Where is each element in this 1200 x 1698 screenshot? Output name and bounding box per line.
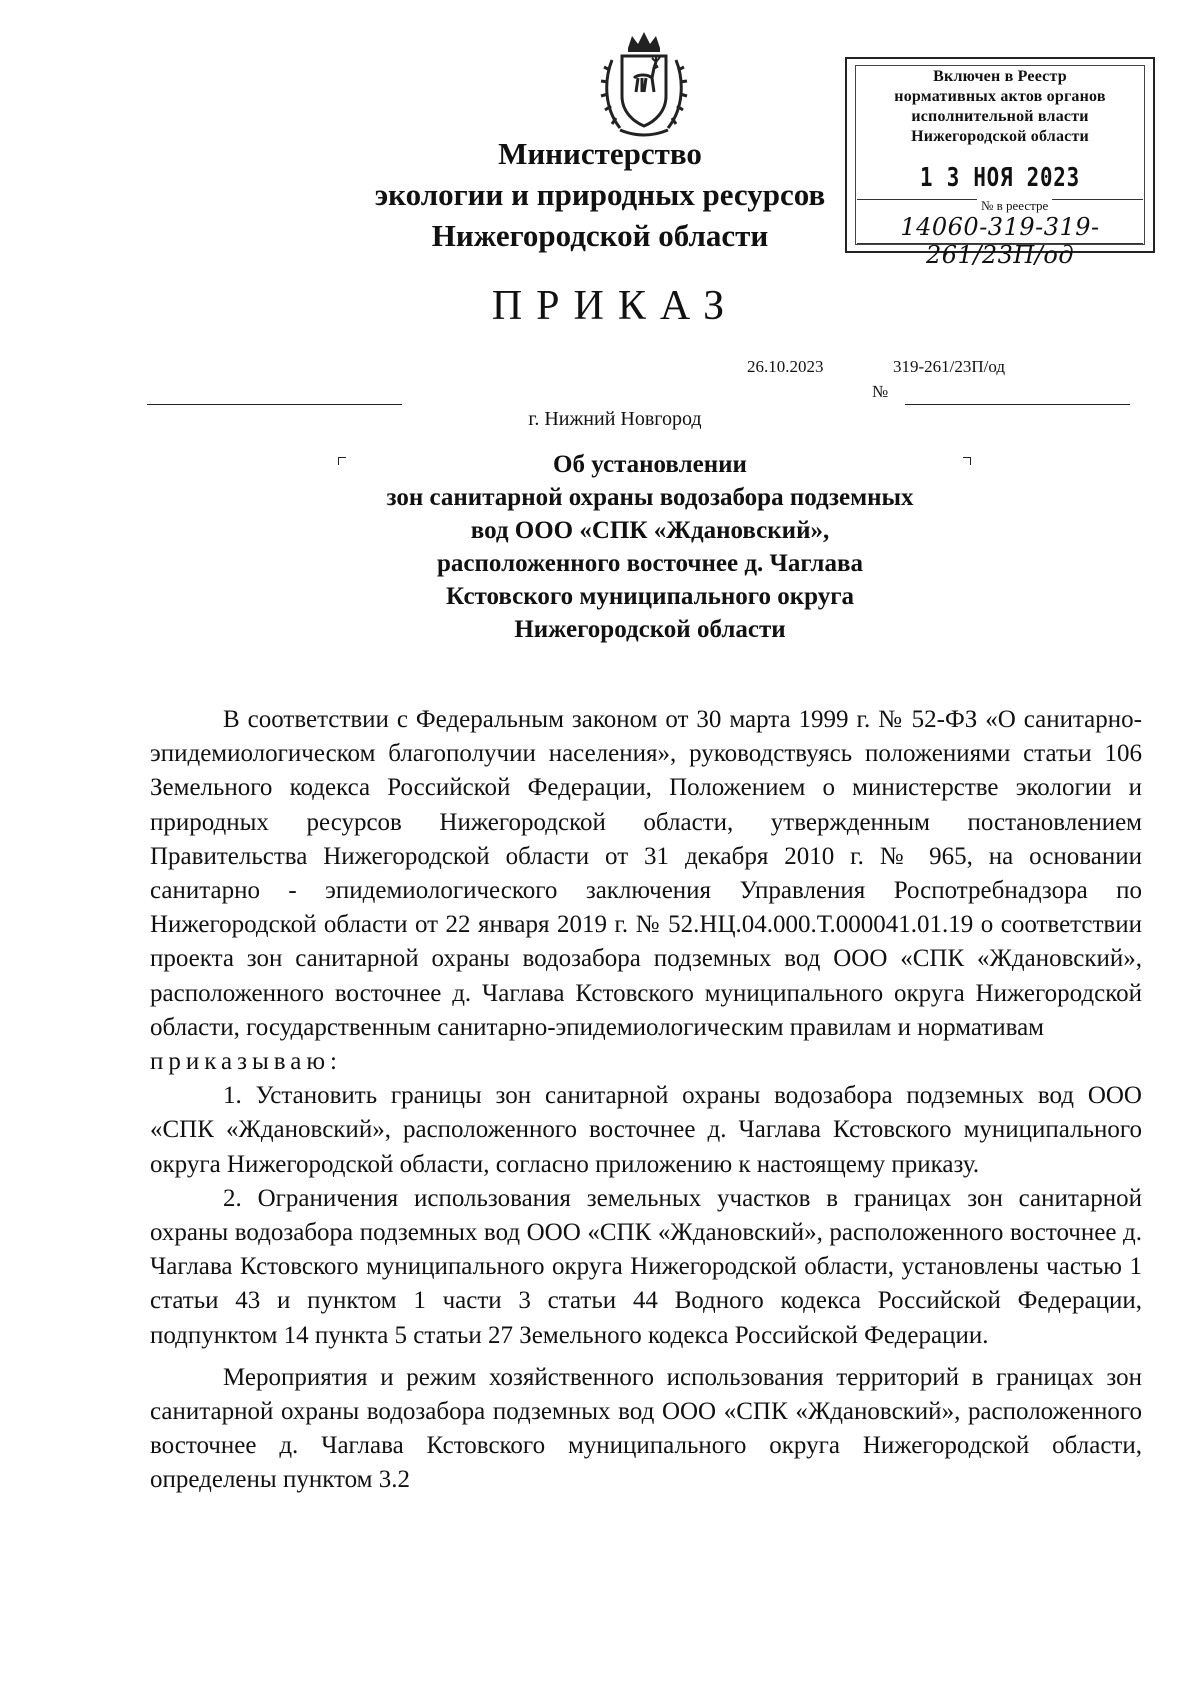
ministry-line: экологии и природных ресурсов [374,177,826,212]
document-number: 319-261/23П/од [893,357,1006,376]
subject-line: расположенного восточнее д. Чаглава [437,550,863,577]
stamp-line: нормативных актов органов [894,88,1106,105]
document-subject [300,448,1000,646]
number-label: № [872,382,889,401]
registry-stamp [845,57,1155,269]
stamp-registry-caption: № в реестре [977,198,1052,214]
ministry-line: Министерство [498,136,702,171]
order-word: приказываю: [150,1048,342,1076]
ministry-name [340,133,860,256]
subject-line: вод ООО «СПК «Ждановский», [470,517,830,544]
document-city: г. Нижний Новгород [528,408,702,430]
coat-of-arms-emblem [598,30,690,140]
subject-line: Кстовского муниципального округа [445,583,855,610]
subject-line: зон санитарной охраны водозабора подземных [386,484,914,511]
stamp-text [847,67,1153,147]
order-item-2: 2. Ограничения использования земельных участков в границах зон санитарной охраны водозабора подземных вод ООО «СПК «Ждановский», расположенного восточнее д. Чаглава Кстовского муниципального округа Нижегородской области, установлены частью 1 статьи 43 и пунктом 1 части 3 статьи 44 Водного кодекса Российской Федерации, подпунктом 14 пункта 5 статьи 27 Земельного кодекса Российской Федерации. [150,1184,1142,1349]
order-item-3: Мероприятия и режим хозяйственного использования территорий в границах зон санитарной охраны водозабора подземных вод ООО «СПК «Ждановский», расположенного восточнее д. Чаглава Кстовского муниципального округа Нижегородской области, определены пунктом 3.2 [150,1363,1142,1494]
order-item-1: 1. Установить границы зон санитарной охраны водозабора подземных вод ООО «СПК «Ждановский», расположенного восточнее д. Чаглава Кстовского муниципального округа Нижегородской области, согласно приложению к настоящему приказу. [150,1082,1142,1178]
number-underline [905,404,1130,405]
document-title: ПРИКАЗ [491,283,739,329]
preamble-paragraph: В соответствии с Федеральным законом от 30 марта 1999 г. № 52-ФЗ «О санитарно-эпидемиологическом благополучии населения», руководствуясь положениями статьи 106 Земельного кодекса Российской Федерации, Положением о министерстве экологии и природных ресурсов Нижегородской области, утвержденным постановлением Правительства Нижегородской области от 31 декабря 2010 г. № 965, на основании санитарно - эпидемиологического заключения Управления Роспотребнадзора по Нижегородской области от 22 января 2019 г. № 52.НЦ.04.000.Т.000041.01.19 о соответствии проекта зон санитарной охраны водозабора подземных вод ООО «СПК «Ждановский», расположенного восточнее д. Чаглава Кстовского муниципального округа Нижегородской области, государственным санитарно-эпидемиологическим правилам и нормативам [150,706,1142,1041]
ministry-line: Нижегородской области [431,218,769,253]
stamp-line: исполнительной власти [911,108,1089,125]
date-underline [147,404,402,405]
document-body [150,703,1142,1498]
document-date: 26.10.2023 [747,357,824,376]
stamp-line: Включен в Реестр [933,68,1067,85]
stamp-date: 1 3 НОЯ 2023 [920,163,1080,193]
stamp-line: Нижегородской области [911,128,1089,145]
stamp-registry-underline [857,243,1143,244]
subject-line: Нижегородской области [514,616,786,643]
subject-line: Об установлении [553,451,747,478]
stamp-registry-number: 14060-319-319-261/23П/од [900,213,1100,269]
